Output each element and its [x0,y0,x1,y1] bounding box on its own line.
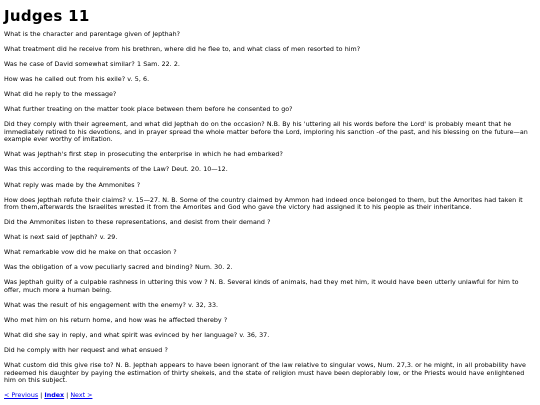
question: Who met him on his return home, and how was he affected thereby ? [4,316,228,324]
index-link[interactable]: Index [44,392,65,400]
question: Was he case of David somewhat similar? 1 Sam. 22. 2. [4,61,180,69]
previous-link[interactable]: < Previous [4,392,39,400]
question: What reply was made by the Ammonites ? [4,181,141,189]
question: What was the result of his engagement with the enemy? v. 32, 33. [4,301,219,309]
question: What was Jepthah's first step in prosecuting the enterprise in which he had embarked? [4,151,283,159]
question: What remarkable vow did he make on that occasion ? [4,249,177,257]
page-navigation [4,392,536,400]
next-link[interactable]: Next > [70,392,93,400]
question: How was he called out from his exile? v. 5, 6. [4,76,150,84]
nav-separator: | [38,392,45,400]
question: How does Jepthah refute their claims? v. 15—27. N. B. Some of the country claimed by Ammon had indeed once belonged to them, but the Amorites had taken it from them,afterwards the Israelites wrested it from the Amorites and God who gave the victory had assigned it to his people as their inheritance. [4,196,523,212]
question: Was Jepthah guilty of a culpable rashness in uttering this vow ? N. B. Several kinds of animals, had they met him, it would have been utterly unlawful for him to offer, much more a human being. [4,279,519,294]
question: What further treating on the matter took place between them before he consented to go? [4,106,293,114]
question-list [4,31,536,385]
nav-separator: | [64,392,71,400]
question: Was this according to the requirements of the Law? Deut. 20. 10—12. [4,166,228,174]
question: What treatment did he receive from his brethren, where did he flee to, and what class of men resorted to him? [4,46,361,54]
question: What custom did this give rise to? N. B. Jepthah appears to have been ignorant of the law relative to singular vows, Num. 27,3. or he might, in all probability have redeemed his daughter by paying the estimation of thirty shekels, and the state of religion must have been deplorably low, or the Priests would have enlightened him on this subject. [4,362,526,385]
question: What is the character and parentage given of Jepthah? [4,31,180,38]
question: What did she say in reply, and what spirit was evinced by her language? v. 36, 37. [4,332,270,340]
question: Did the Ammonites listen to these representations, and desist from their demand ? [4,219,271,227]
question: Was the obligation of a vow peculiarly sacred and binding? Num. 30. 2. [4,264,233,272]
question: Did they comply with their agreement, and what did Jepthah do on the occasion? N.B. By his 'uttering all his words before the Lord' is probably meant that he immediately retired to his devotions, and in prayer spread the whole matter before the Lord, imploring his sanction -of the past, and his blessing on the future—an example ever worthy of imitation. [4,121,528,144]
question: What is next said of Jepthah? v. 29. [4,234,118,242]
question: Did he comply with her request and what ensued ? [4,347,168,355]
question: What did he reply to the message? [4,91,117,99]
page-title: Judges 11 [4,7,90,25]
